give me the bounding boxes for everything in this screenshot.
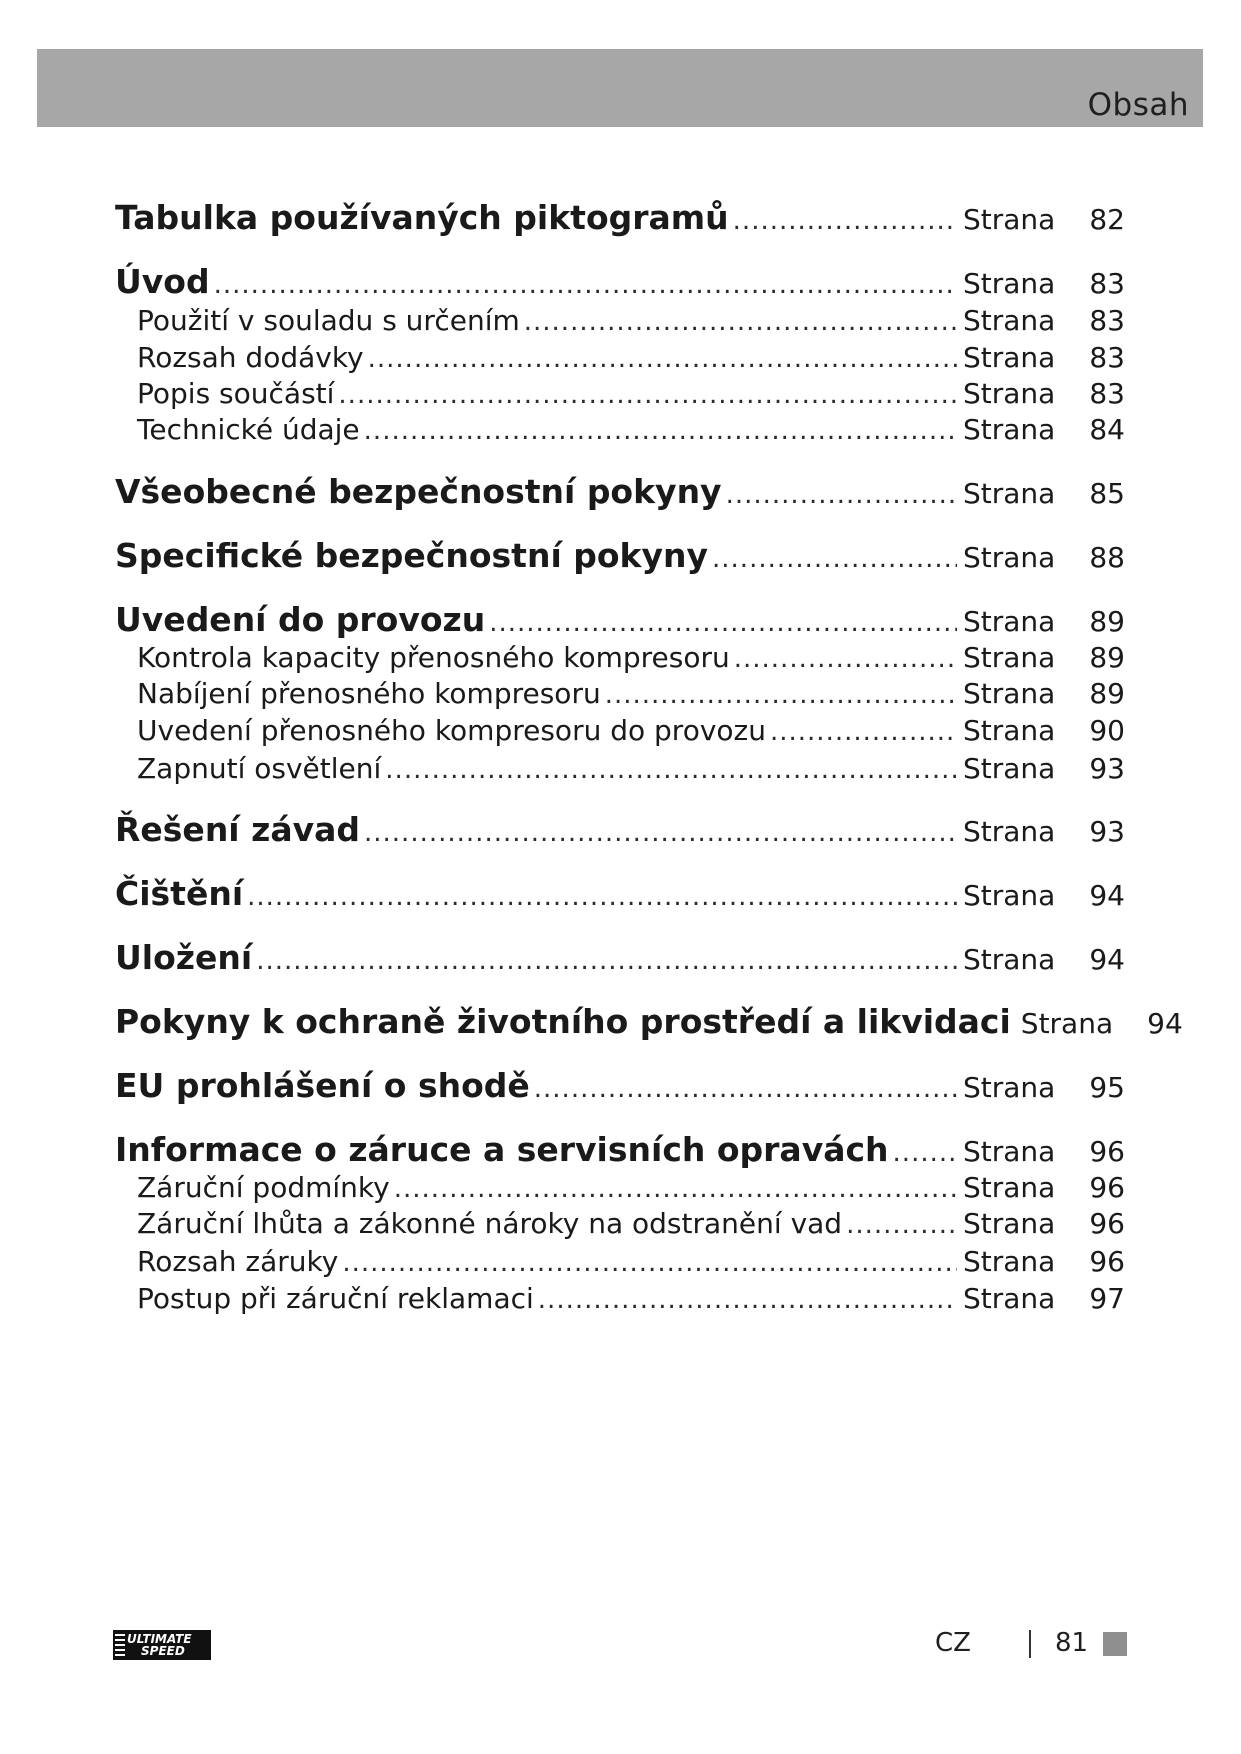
toc-entry-page-prefix: Strana (963, 541, 1056, 574)
toc-entry-page-number: 83 (1089, 304, 1125, 337)
toc-leader-dots (364, 818, 957, 848)
toc-subentry-title: Kontrola kapacity přenosného kompresoru (137, 641, 730, 674)
toc-subentry[interactable] (115, 714, 1125, 750)
toc-leader-dots (770, 717, 957, 747)
footer-divider (1029, 1630, 1031, 1658)
logo-text-line1: ULTIMATE (127, 1632, 192, 1646)
toc-entry[interactable] (115, 1002, 1183, 1046)
toc-entry[interactable] (115, 938, 1125, 982)
toc-entry-page-number: 84 (1089, 413, 1125, 446)
toc-subentry[interactable] (115, 1245, 1125, 1281)
toc-entry-page-number: 94 (1147, 1007, 1183, 1040)
toc-subentry[interactable] (115, 1282, 1125, 1318)
toc-entry-page-prefix: Strana (963, 1135, 1056, 1168)
toc-entry-page-prefix: Strana (963, 203, 1056, 236)
toc-entry-page-number: 96 (1089, 1245, 1125, 1278)
toc-entry[interactable] (115, 536, 1125, 580)
toc-subentry[interactable] (115, 752, 1125, 788)
toc-entry-page-number: 83 (1089, 341, 1125, 374)
toc-entry-title: EU prohlášení o shodě (115, 1066, 530, 1105)
toc-entry-page-prefix: Strana (963, 413, 1056, 446)
toc-entry-page-prefix: Strana (963, 815, 1056, 848)
toc-leader-dots (214, 270, 957, 300)
footer-page-number: 81 (1055, 1628, 1089, 1658)
toc-subentry-title: Technické údaje (137, 413, 360, 446)
toc-entry-page-prefix: Strana (963, 377, 1056, 410)
toc-subentry-title: Rozsah dodávky (137, 341, 364, 374)
toc-leader-dots (364, 416, 957, 446)
toc-leader-dots (538, 1285, 957, 1315)
toc-subentry[interactable] (115, 1171, 1125, 1207)
toc-leader-dots (368, 344, 957, 374)
toc-entry-page-number: 82 (1089, 203, 1125, 236)
toc-entry-page-prefix: Strana (963, 1207, 1056, 1240)
toc-entry[interactable] (115, 198, 1125, 242)
toc-entry[interactable] (115, 262, 1125, 306)
toc-entry-page-number: 93 (1089, 815, 1125, 848)
toc-leader-dots (247, 882, 957, 912)
page-title: Obsah (1087, 87, 1189, 123)
toc-subentry-title: Nabíjení přenosného kompresoru (137, 677, 601, 710)
toc-entry-page-prefix: Strana (963, 641, 1056, 674)
toc-entry[interactable] (115, 810, 1125, 854)
toc-entry-page-prefix: Strana (963, 752, 1056, 785)
toc-entry-page-number: 89 (1089, 605, 1125, 638)
toc-entry-page-prefix: Strana (963, 1282, 1056, 1315)
toc-entry-page-number: 94 (1089, 943, 1125, 976)
toc-leader-dots (342, 1248, 957, 1278)
toc-entry-page-number: 94 (1089, 879, 1125, 912)
toc-leader-dots (734, 644, 957, 674)
toc-entry-page-number: 85 (1089, 477, 1125, 510)
toc-entry-title: Specifické bezpečnostní pokyny (115, 536, 709, 575)
toc-entry-page-number: 89 (1089, 641, 1125, 674)
toc-entry-page-prefix: Strana (963, 1171, 1056, 1204)
toc-entry-page-prefix: Strana (963, 477, 1056, 510)
toc-entry[interactable] (115, 1130, 1125, 1174)
toc-leader-dots (712, 544, 957, 574)
toc-entry-page-number: 88 (1089, 541, 1125, 574)
toc-leader-dots (846, 1210, 957, 1240)
toc-entry-title: Všeobecné bezpečnostní pokyny (115, 472, 722, 511)
logo-text-line2: SPEED (141, 1644, 185, 1658)
toc-leader-dots (893, 1138, 957, 1168)
toc-entry-page-number: 93 (1089, 752, 1125, 785)
toc-subentry-title: Zapnutí osvětlení (137, 752, 382, 785)
toc-entry-title: Uvedení do provozu (115, 600, 486, 639)
toc-entry-title: Tabulka používaných piktogramů (115, 198, 729, 237)
toc-entry-title: Informace o záruce a servisních opravách (115, 1130, 889, 1169)
toc-entry-page-prefix: Strana (963, 1071, 1056, 1104)
toc-subentry-title: Záruční podmínky (137, 1171, 390, 1204)
toc-entry-page-prefix: Strana (1020, 1007, 1114, 1040)
toc-leader-dots (338, 380, 957, 410)
toc-leader-dots (394, 1174, 957, 1204)
toc-subentry[interactable] (115, 341, 1125, 377)
toc-entry-page-number: 96 (1089, 1207, 1125, 1240)
toc-entry-page-number: 89 (1089, 677, 1125, 710)
toc-entry-page-prefix: Strana (963, 341, 1056, 374)
footer-language: CZ (935, 1628, 971, 1658)
toc-subentry[interactable] (115, 677, 1125, 713)
toc-entry[interactable] (115, 600, 1125, 644)
logo-stripes-icon (115, 1634, 125, 1656)
toc-entry-title: Pokyny k ochraně životního prostředí a likvidaci (115, 1002, 1011, 1041)
toc-entry-page-number: 83 (1089, 267, 1125, 300)
header-bar (37, 49, 1203, 127)
toc-entry-title: Úvod (115, 262, 210, 301)
toc-entry-page-number: 90 (1089, 714, 1125, 747)
toc-subentry-title: Popis součástí (137, 377, 335, 410)
toc-leader-dots (256, 946, 957, 976)
toc-leader-dots (726, 480, 957, 510)
toc-leader-dots (385, 755, 957, 785)
toc-leader-dots (524, 307, 957, 337)
toc-entry-page-prefix: Strana (963, 1245, 1056, 1278)
toc-entry-page-number: 83 (1089, 377, 1125, 410)
toc-entry-page-prefix: Strana (963, 677, 1056, 710)
toc-entry-page-prefix: Strana (963, 605, 1056, 638)
toc-subentry-title: Rozsah záruky (137, 1245, 339, 1278)
toc-subentry[interactable] (115, 1207, 1125, 1243)
toc-entry-page-number: 95 (1089, 1071, 1125, 1104)
toc-subentry[interactable] (115, 304, 1125, 340)
toc-subentry[interactable] (115, 377, 1125, 413)
toc-entry-page-number: 96 (1089, 1135, 1125, 1168)
toc-leader-dots (489, 608, 957, 638)
toc-entry-title: Uložení (115, 938, 253, 977)
toc-subentry[interactable] (115, 641, 1125, 677)
footer-square-icon (1103, 1632, 1127, 1656)
toc-entry-page-prefix: Strana (963, 714, 1056, 747)
toc-entry-page-number: 96 (1089, 1171, 1125, 1204)
toc-subentry[interactable] (115, 413, 1125, 449)
toc-subentry-title: Použití v souladu s určením (137, 304, 520, 337)
brand-logo (113, 1630, 211, 1660)
toc-entry-title: Čištění (115, 874, 244, 913)
toc-leader-dots (534, 1074, 957, 1104)
toc-subentry-title: Uvedení přenosného kompresoru do provozu (137, 714, 766, 747)
toc-entry[interactable] (115, 1066, 1125, 1110)
toc-entry-page-number: 97 (1089, 1282, 1125, 1315)
toc-leader-dots (733, 206, 957, 236)
toc-entry-page-prefix: Strana (963, 879, 1056, 912)
toc-entry-page-prefix: Strana (963, 267, 1056, 300)
toc-entry-title: Řešení závad (115, 810, 360, 849)
toc-entry-page-prefix: Strana (963, 304, 1056, 337)
toc-entry-page-prefix: Strana (963, 943, 1056, 976)
toc-entry[interactable] (115, 472, 1125, 516)
toc-entry[interactable] (115, 874, 1125, 918)
toc-subentry-title: Záruční lhůta a zákonné nároky na odstranění vad (137, 1207, 843, 1240)
toc-subentry-title: Postup při záruční reklamaci (137, 1282, 534, 1315)
toc-leader-dots (605, 680, 957, 710)
